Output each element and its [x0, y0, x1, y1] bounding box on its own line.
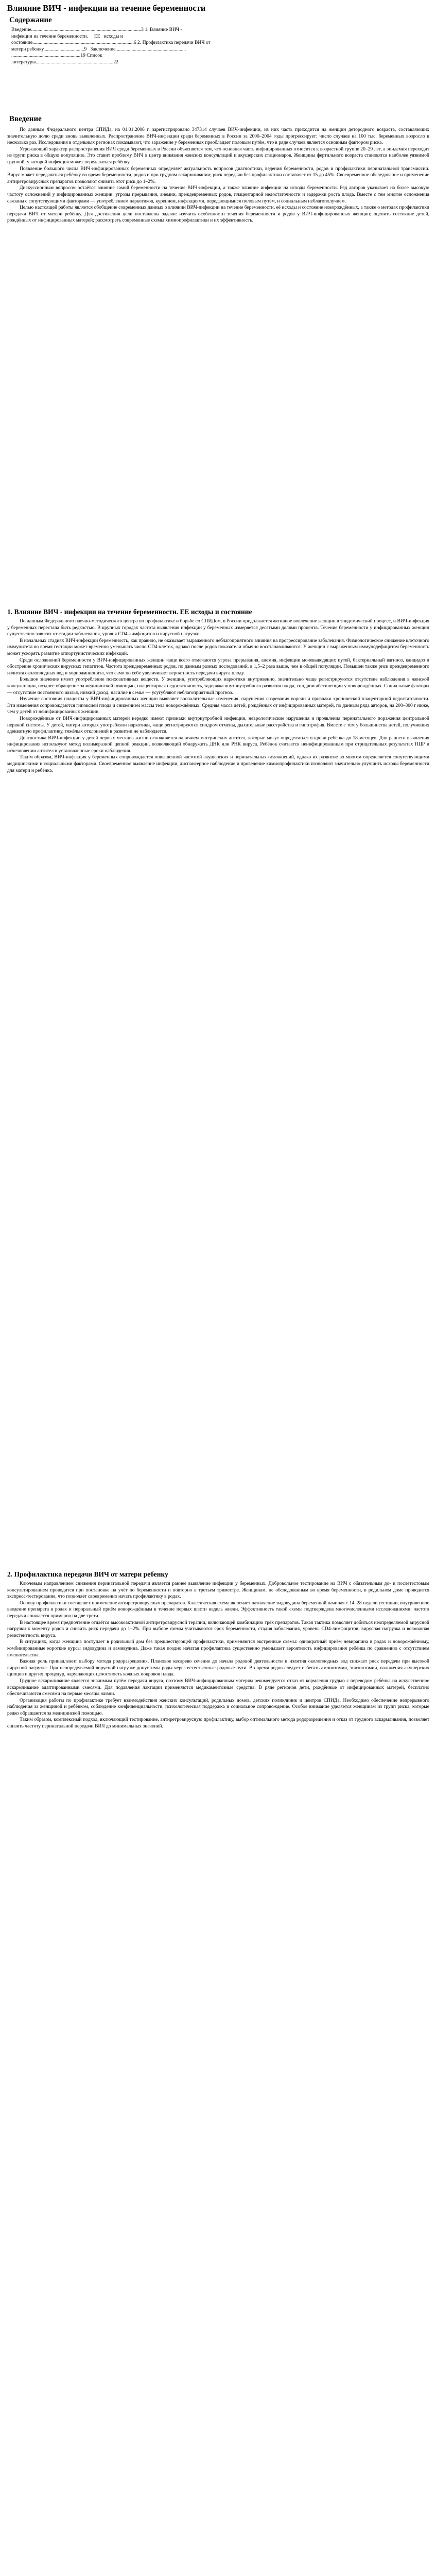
body-paragraph: Таким образом, комплексный подход, включающий тестирование, антиретровирусную профилактику, выбор оптимального метода родоразрешения и отказ от грудного вскармливания, позволяет снизить частоту перинатальной передачи ВИЧ до минимальных значений. — [7, 1717, 429, 1730]
toc-heading: Содержание — [9, 16, 52, 24]
intro-section — [7, 114, 429, 224]
body-paragraph: Целью настоящей работы является обобщение современных данных о влиянии ВИЧ-инфекции на течение беременности, её исходы и состояние новорождённых, а также о методах профилактики передачи ВИЧ от матери ребёнку. Для достижения цели поставлены задачи: изучить особенности течения беременности и родов у ВИЧ-инфицированных женщин; оценить состояние детей, рождённых от инфицированных матерей; рассмотреть современные схемы химиопрофилактики и их эффективность. — [7, 205, 429, 224]
body-paragraph: Новорождённые от ВИЧ-инфицированных матерей нередко имеют признаки внутриутробной инфекции, неврологические нарушения и проявления перинатального поражения центральной нервной системы. У детей, матери которых употребляли наркотики, чаще регистрируются синдром отмены, дыхательные расстройства и гипотрофия. Вместе с тем у большинства детей, получивших адекватную профилактику, тяжёлых отклонений в развитии не наблюдается. — [7, 715, 429, 735]
intro-heading: Введение — [9, 115, 42, 123]
body-paragraph: В ситуациях, когда женщина поступает в родильный дом без предшествующей профилактики, применяются экстренные схемы: однократный приём невирапина в родах и новорождённому, комбинированные короткие курсы зидовудина и ламивудина. Даже такая поздно начатая профилактика существенно уменьшает вероятность инфицирования ребёнка по сравнению с отсутствием вмешательства. — [7, 1639, 429, 1658]
body-paragraph: В настоящее время предпочтение отдаётся высокоактивной антиретровирусной терапии, включающей комбинацию трёх препаратов. Такая тактика позволяет добиться неопределяемой вирусной нагрузки к моменту родов и снизить риск передачи до 1–2%. При выборе схемы учитываются срок беременности, стадия заболевания, уровень CD4-лимфоцитов, вирусная нагрузка и возможная резистентность вируса. — [7, 1619, 429, 1638]
toc-line: ........................................................19 Список — [11, 53, 102, 59]
body-paragraph: Угрожающий характер распространения ВИЧ среди беременных в России объясняется тем, что основная часть инфицированных относится к возрастной группе 20–29 лет, а эпидемия переходит из групп риска в общую популяцию. Это ставит проблему ВИЧ в центр внимания женских консультаций и акушерских стационаров. Женщины фертильного возраста становятся наиболее уязвимой группой, у которой инфекция может передаваться ребёнку. — [7, 146, 429, 165]
body-paragraph: Ключевым направлением снижения перинатальной передачи является раннее выявление инфекции у беременных. Добровольное тестирование на ВИЧ с обязательным до- и послетестовым консультированием проводится при постановке на учёт по беременности и повторно в третьем триместре. Женщинам, не обследованным во время беременности, в родильном доме проводится экспресс-тестирование, что позволяет своевременно начать профилактику в родах. — [7, 1581, 429, 1600]
body-paragraph: Таким образом, ВИЧ-инфекция у беременных сопровождается повышенной частотой акушерских и перинатальных осложнений, однако их развитие во многом определяется сопутствующими медицинскими и социальными факторами. Своевременное выявление инфекции, диспансерное наблюдение и проведение химиопрофилактики позволяют значительно улучшить исходы беременности для матери и ребёнка. — [7, 754, 429, 773]
body-paragraph: В начальных стадиях ВИЧ-инфекции беременность, как правило, не оказывает выраженного неблагоприятного влияния на прогрессирование заболевания. Физиологическое снижение клеточного иммунитета во время гестации может временно уменьшать число CD4-клеток, однако после родов показатели обычно восстанавливаются. У женщин с выраженным иммунодефицитом беременность может ускорять развитие оппортунистических инфекций. — [7, 637, 429, 656]
toc-line: матери ребенку.................................9 Заключение......................................................... — [11, 46, 186, 52]
toc-line: Введение.........................................................................................3 1. Влияние ВИЧ - — [11, 27, 182, 32]
toc-line: состояние..................................................................................6 2. Профилактика передачи ВИЧ от — [11, 40, 211, 46]
body-paragraph: Дискуссионным вопросом остаётся влияние самой беременности на течение ВИЧ-инфекции, а также влияние инфекции на исходы беременности. Ряд авторов указывает на более высокую частоту осложнений у инфицированных женщин: угрозы прерывания, анемии, преждевременных родов, плацентарной недостаточности и задержки роста плода. Вместе с тем многие осложнения связаны с сопутствующими факторами — употреблением наркотиков, курением, инфекциями, передающимися половым путём, и социальным неблагополучием. — [7, 185, 429, 204]
toc-line: литературы...............................................................22 — [11, 59, 118, 65]
body-paragraph: Диагностика ВИЧ-инфекции у детей первых месяцев жизни осложняется наличием материнских антител, которые могут определяться в крови ребёнка до 18 месяцев. Для раннего выявления инфицирования используют метод полимеразной цепной реакции, позволяющий обнаружить ДНК или РНК вируса. Ребёнок считается неинфицированным при отрицательных результатах ПЦР и исчезновении антител в установленные сроки наблюдения. — [7, 735, 429, 754]
body-paragraph: По данным Федерального центра СПИДа, на 01.01.2006 г. зарегистрировано 347314 случаев ВИЧ-инфекции, из них часть приходится на женщин детородного возраста, составляющих значительную долю среди вновь выявленных. Распространение ВИЧ-инфекции среди беременных в России за 2000–2004 годы прогрессирует: число случаев на 100 тыс. беременных возросло в несколько раз. Исследования в отдельных регионах показывают, что заражение у беременных преобладает половым путём, что в ряде случаев является основным фактором риска. — [7, 127, 429, 146]
toc-line: инфекции на течение беременности. ЕЕ исходы и — [11, 33, 123, 39]
chapter2-heading: 2. Профилактика передачи ВИЧ от матери ребенку — [7, 1570, 168, 1578]
body-paragraph: Организация работы по профилактике требует взаимодействия женских консультаций, родильных домов, детских поликлиник и центров СПИДа. Необходимо обеспечение непрерывного наблюдения за женщиной и ребёнком, соблюдение конфиденциальности, психологическая поддержка и социальное сопровождение. Особое внимание уделяется женщинам из групп риска, которые редко обращаются за медицинской помощью. — [7, 1697, 429, 1716]
chapter2-section — [7, 1570, 429, 1730]
body-paragraph: По данным Федерального научно-методического центра по профилактике и борьбе со СПИДом, в России продолжается активное вовлечение женщин в эпидемический процесс, и ВИЧ-инфекция у беременных перестала быть редкостью. В крупных городах частота выявления инфекции у беременных измеряется десятыми долями процента. Течение беременности у инфицированных женщин существенно зависит от стадии заболевания, уровня CD4-лимфоцитов и вирусной нагрузки. — [7, 618, 429, 637]
document-title: Влияние ВИЧ - инфекции на течение беременности — [7, 3, 206, 13]
body-paragraph: Появление большого числа ВИЧ-инфицированных беременных определяет актуальность вопросов диагностики, ведения беременности, родов и профилактики перинатальной трансмиссии. Вирус может передаваться ребёнку во время беременности, родов и при грудном вскармливании; риск передачи без профилактики составляет от 15 до 45%. Своевременное обследование и применение антиретровирусных препаратов позволяют снизить этот риск до 1–2%. — [7, 165, 429, 184]
chapter1-section — [7, 608, 429, 774]
body-paragraph: Важная роль принадлежит выбору метода родоразрешения. Плановое кесарево сечение до начала родовой деятельности и излития околоплодных вод снижает риск передачи при высокой вирусной нагрузке. При неопределяемой вирусной нагрузке допустимы роды через естественные родовые пути. Во время родов следует избегать амниотомии, эпизиотомии, наложения акушерских щипцов и других процедур, нарушающих целостность кожных покровов плода. — [7, 1658, 429, 1677]
chapter1-heading: 1. Влияние ВИЧ - инфекции на течение беременности. ЕЕ исходы и состояние — [7, 608, 252, 616]
body-paragraph: Среди осложнений беременности у ВИЧ-инфицированных женщин чаще всего отмечаются угроза прерывания, анемия, инфекции мочевыводящих путей, бактериальный вагиноз, кандидоз и обострение хронических вирусных гепатитов. Частота преждевременных родов, по данным разных исследований, в 1,5–2 раза выше, чем в общей популяции. Повышен также риск преждевременного излития околоплодных вод и хориоамнионита, что само по себе увеличивает вероятность передачи вируса плоду. — [7, 657, 429, 676]
toc-section — [7, 15, 429, 69]
body-paragraph: Грудное вскармливание является значимым путём передачи вируса, поэтому ВИЧ-инфицированным матерям рекомендуется отказ от кормления грудью с переводом ребёнка на искусственное вскармливание адаптированными смесями. Для подавления лактации применяются медикаментозные средства. В ряде регионов дети, рождённые от инфицированных матерей, бесплатно обеспечиваются смесями на первые месяцы жизни. — [7, 1677, 429, 1697]
body-paragraph: Изучение состояния плаценты у ВИЧ-инфицированных женщин выявляет воспалительные изменения, нарушения созревания ворсин и признаки хронической плацентарной недостаточности. Эти изменения сопровождаются гипоксией плода и снижением массы тела новорождённых. Средняя масса детей, рождённых от инфицированных матерей, по данным ряда авторов, на 200–300 г ниже, чем у детей от неинфицированных женщин. — [7, 696, 429, 715]
body-paragraph: Основу профилактики составляет применение антиретровирусных препаратов. Классическая схема включает назначение зидовудина беременной начиная с 14–28 недели гестации, внутривенное введение препарата в родах и пероральный приём новорождённым в течение первых шести недель жизни. Эффективность такой схемы подтверждена многочисленными исследованиями: частота передачи снижается примерно на две трети. — [7, 1600, 429, 1619]
toc-list — [11, 27, 282, 66]
body-paragraph: Большое значение имеет употребление психоактивных веществ. У женщин, употребляющих наркотики внутривенно, значительно чаще регистрируются отсутствие наблюдения в женской консультации, позднее обращение за медицинской помощью, плацентарная недостаточность, задержка внутриутробного развития плода, синдром абстиненции у новорождённых. Социальные факторы — отсутствие постоянного жилья, низкий доход, насилие в семье — усугубляют неблагоприятный прогноз. — [7, 676, 429, 696]
